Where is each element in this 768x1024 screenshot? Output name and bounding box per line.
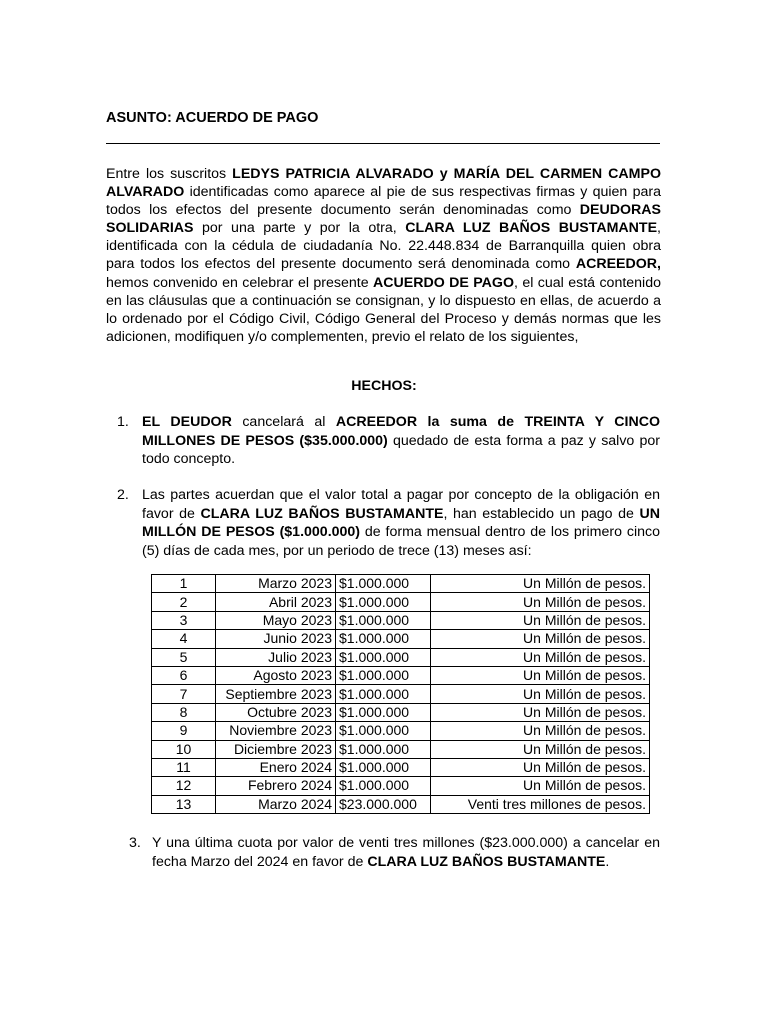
document-title: ASUNTO: ACUERDO DE PAGO: [106, 110, 319, 126]
table-row: [152, 703, 650, 721]
table-row: [152, 795, 650, 813]
installment-number-cell: 2: [152, 593, 216, 611]
text-run: quedado de esta forma a paz y salvo por todo concepto.: [142, 432, 660, 467]
bold-text: UN MILLÓN DE PESOS ($1.000.000): [142, 505, 660, 540]
bold-text: CLARA LUZ BAÑOS BUSTAMANTE: [367, 853, 606, 870]
installment-number-cell: 8: [152, 703, 216, 721]
amount-words-cell: Un Millón de pesos.: [431, 685, 650, 703]
amount-cell: $1.000.000: [336, 666, 431, 684]
text-run: por una parte y por la otra,: [193, 220, 406, 237]
payment-schedule-table: [151, 574, 650, 814]
table-row: [152, 740, 650, 758]
table-row: [152, 777, 650, 795]
list-item-number: 3.: [129, 835, 141, 851]
bold-text: CLARA LUZ BAÑOS BUSTAMANTE: [200, 505, 444, 522]
text-run: Entre los suscritos: [106, 166, 233, 182]
installment-number-cell: 1: [152, 575, 216, 593]
installment-number-cell: 6: [152, 666, 216, 684]
list-item-number: 2.: [117, 487, 129, 503]
bold-text: DEUDORAS SOLIDARIAS: [106, 202, 661, 237]
amount-cell: $23.000.000: [336, 795, 431, 813]
amount-words-cell: Un Millón de pesos.: [431, 740, 650, 758]
month-cell: Abril 2023: [216, 593, 336, 611]
text-run: Las partes acuerdan que el valor total a pagar por concepto de la obligación en favor de: [142, 487, 660, 522]
month-cell: Mayo 2023: [216, 611, 336, 629]
list-item-number: 1.: [117, 414, 129, 430]
amount-cell: $1.000.000: [336, 611, 431, 629]
amount-words-cell: Un Millón de pesos.: [431, 648, 650, 666]
amount-words-cell: Un Millón de pesos.: [431, 722, 650, 740]
text-run: de forma mensual dentro de los primero cinco (5) días de cada mes, por un periodo de trece (13) meses así:: [142, 524, 660, 559]
month-cell: Julio 2023: [216, 648, 336, 666]
amount-words-cell: Un Millón de pesos.: [431, 630, 650, 648]
list-item-text: [142, 486, 660, 560]
amount-words-cell: Un Millón de pesos.: [431, 593, 650, 611]
bold-text: ACREEDOR,: [575, 256, 661, 273]
amount-cell: $1.000.000: [336, 685, 431, 703]
installment-number-cell: 5: [152, 648, 216, 666]
amount-cell: $1.000.000: [336, 648, 431, 666]
installment-number-cell: 10: [152, 740, 216, 758]
text-run: cancelará al: [231, 414, 336, 430]
month-cell: Octubre 2023: [216, 703, 336, 721]
amount-cell: $1.000.000: [336, 630, 431, 648]
bold-text: EL DEUDOR: [142, 414, 232, 430]
installment-number-cell: 11: [152, 758, 216, 776]
amount-words-cell: Venti tres millones de pesos.: [431, 795, 650, 813]
month-cell: Marzo 2023: [216, 575, 336, 593]
intro-paragraph: [106, 165, 661, 346]
month-cell: Enero 2024: [216, 758, 336, 776]
text-run: , identificada con la cédula de ciudadanía No. 22.448.834 de Barranquilla quien obra para todos los efectos del presente documento será denominada como: [106, 220, 661, 273]
amount-words-cell: Un Millón de pesos.: [431, 758, 650, 776]
text-run: hemos convenido en celebrar el presente: [106, 274, 374, 291]
installment-number-cell: 13: [152, 795, 216, 813]
bold-text: CLARA LUZ BAÑOS BUSTAMANTE: [405, 220, 658, 237]
amount-words-cell: Un Millón de pesos.: [431, 777, 650, 795]
amount-words-cell: Un Millón de pesos.: [431, 575, 650, 593]
table-row: [152, 722, 650, 740]
month-cell: Septiembre 2023: [216, 685, 336, 703]
amount-cell: $1.000.000: [336, 575, 431, 593]
text-run: , el cual está contenido en las cláusulas que a continuación se consignan, y lo dispuesto en ellas, de acuerdo a lo ordenado por el Código Civil, Código General del Proceso y demás normas que les adicionen, modifiquen y/o complementen, previo el relato de los siguientes,: [106, 274, 661, 345]
amount-cell: $1.000.000: [336, 703, 431, 721]
installment-number-cell: 12: [152, 777, 216, 795]
installment-number-cell: 3: [152, 611, 216, 629]
table-row: [152, 758, 650, 776]
bold-text: ACUERDO DE PAGO: [373, 274, 514, 291]
amount-words-cell: Un Millón de pesos.: [431, 666, 650, 684]
table-row: [152, 575, 650, 593]
month-cell: Agosto 2023: [216, 666, 336, 684]
bold-text: LEDYS PATRICIA ALVARADO y MARÍA DEL CARMEN CAMPO ALVARADO: [106, 166, 661, 201]
amount-cell: $1.000.000: [336, 777, 431, 795]
bold-text: ACREEDOR la suma de TREINTA Y CINCO MILLONES DE PESOS ($35.000.000): [142, 414, 660, 449]
installment-number-cell: 7: [152, 685, 216, 703]
text-run: .: [605, 853, 610, 870]
amount-cell: $1.000.000: [336, 740, 431, 758]
table-row: [152, 611, 650, 629]
table-row: [152, 685, 650, 703]
text-run: , han establecido un pago de: [443, 505, 640, 522]
list-item-text: [152, 834, 660, 871]
text-run: identificadas como aparece al pie de sus respectivas firmas y quien para todos los efectos del presente documento serán denominadas como: [106, 184, 661, 219]
amount-cell: $1.000.000: [336, 758, 431, 776]
month-cell: Diciembre 2023: [216, 740, 336, 758]
section-heading: HECHOS:: [351, 378, 417, 394]
month-cell: Noviembre 2023: [216, 722, 336, 740]
amount-cell: $1.000.000: [336, 593, 431, 611]
title-divider: [106, 143, 660, 144]
amount-words-cell: Un Millón de pesos.: [431, 703, 650, 721]
month-cell: Febrero 2024: [216, 777, 336, 795]
table-row: [152, 666, 650, 684]
month-cell: Junio 2023: [216, 630, 336, 648]
table-row: [152, 648, 650, 666]
table-row: [152, 630, 650, 648]
installment-number-cell: 9: [152, 722, 216, 740]
amount-words-cell: Un Millón de pesos.: [431, 611, 650, 629]
list-item-text: [142, 413, 660, 469]
installment-number-cell: 4: [152, 630, 216, 648]
table-row: [152, 593, 650, 611]
amount-cell: $1.000.000: [336, 722, 431, 740]
text-run: Y una última cuota por valor de venti tres millones ($23.000.000) a cancelar en fecha Marzo del 2024 en favor de: [152, 835, 660, 870]
month-cell: Marzo 2024: [216, 795, 336, 813]
